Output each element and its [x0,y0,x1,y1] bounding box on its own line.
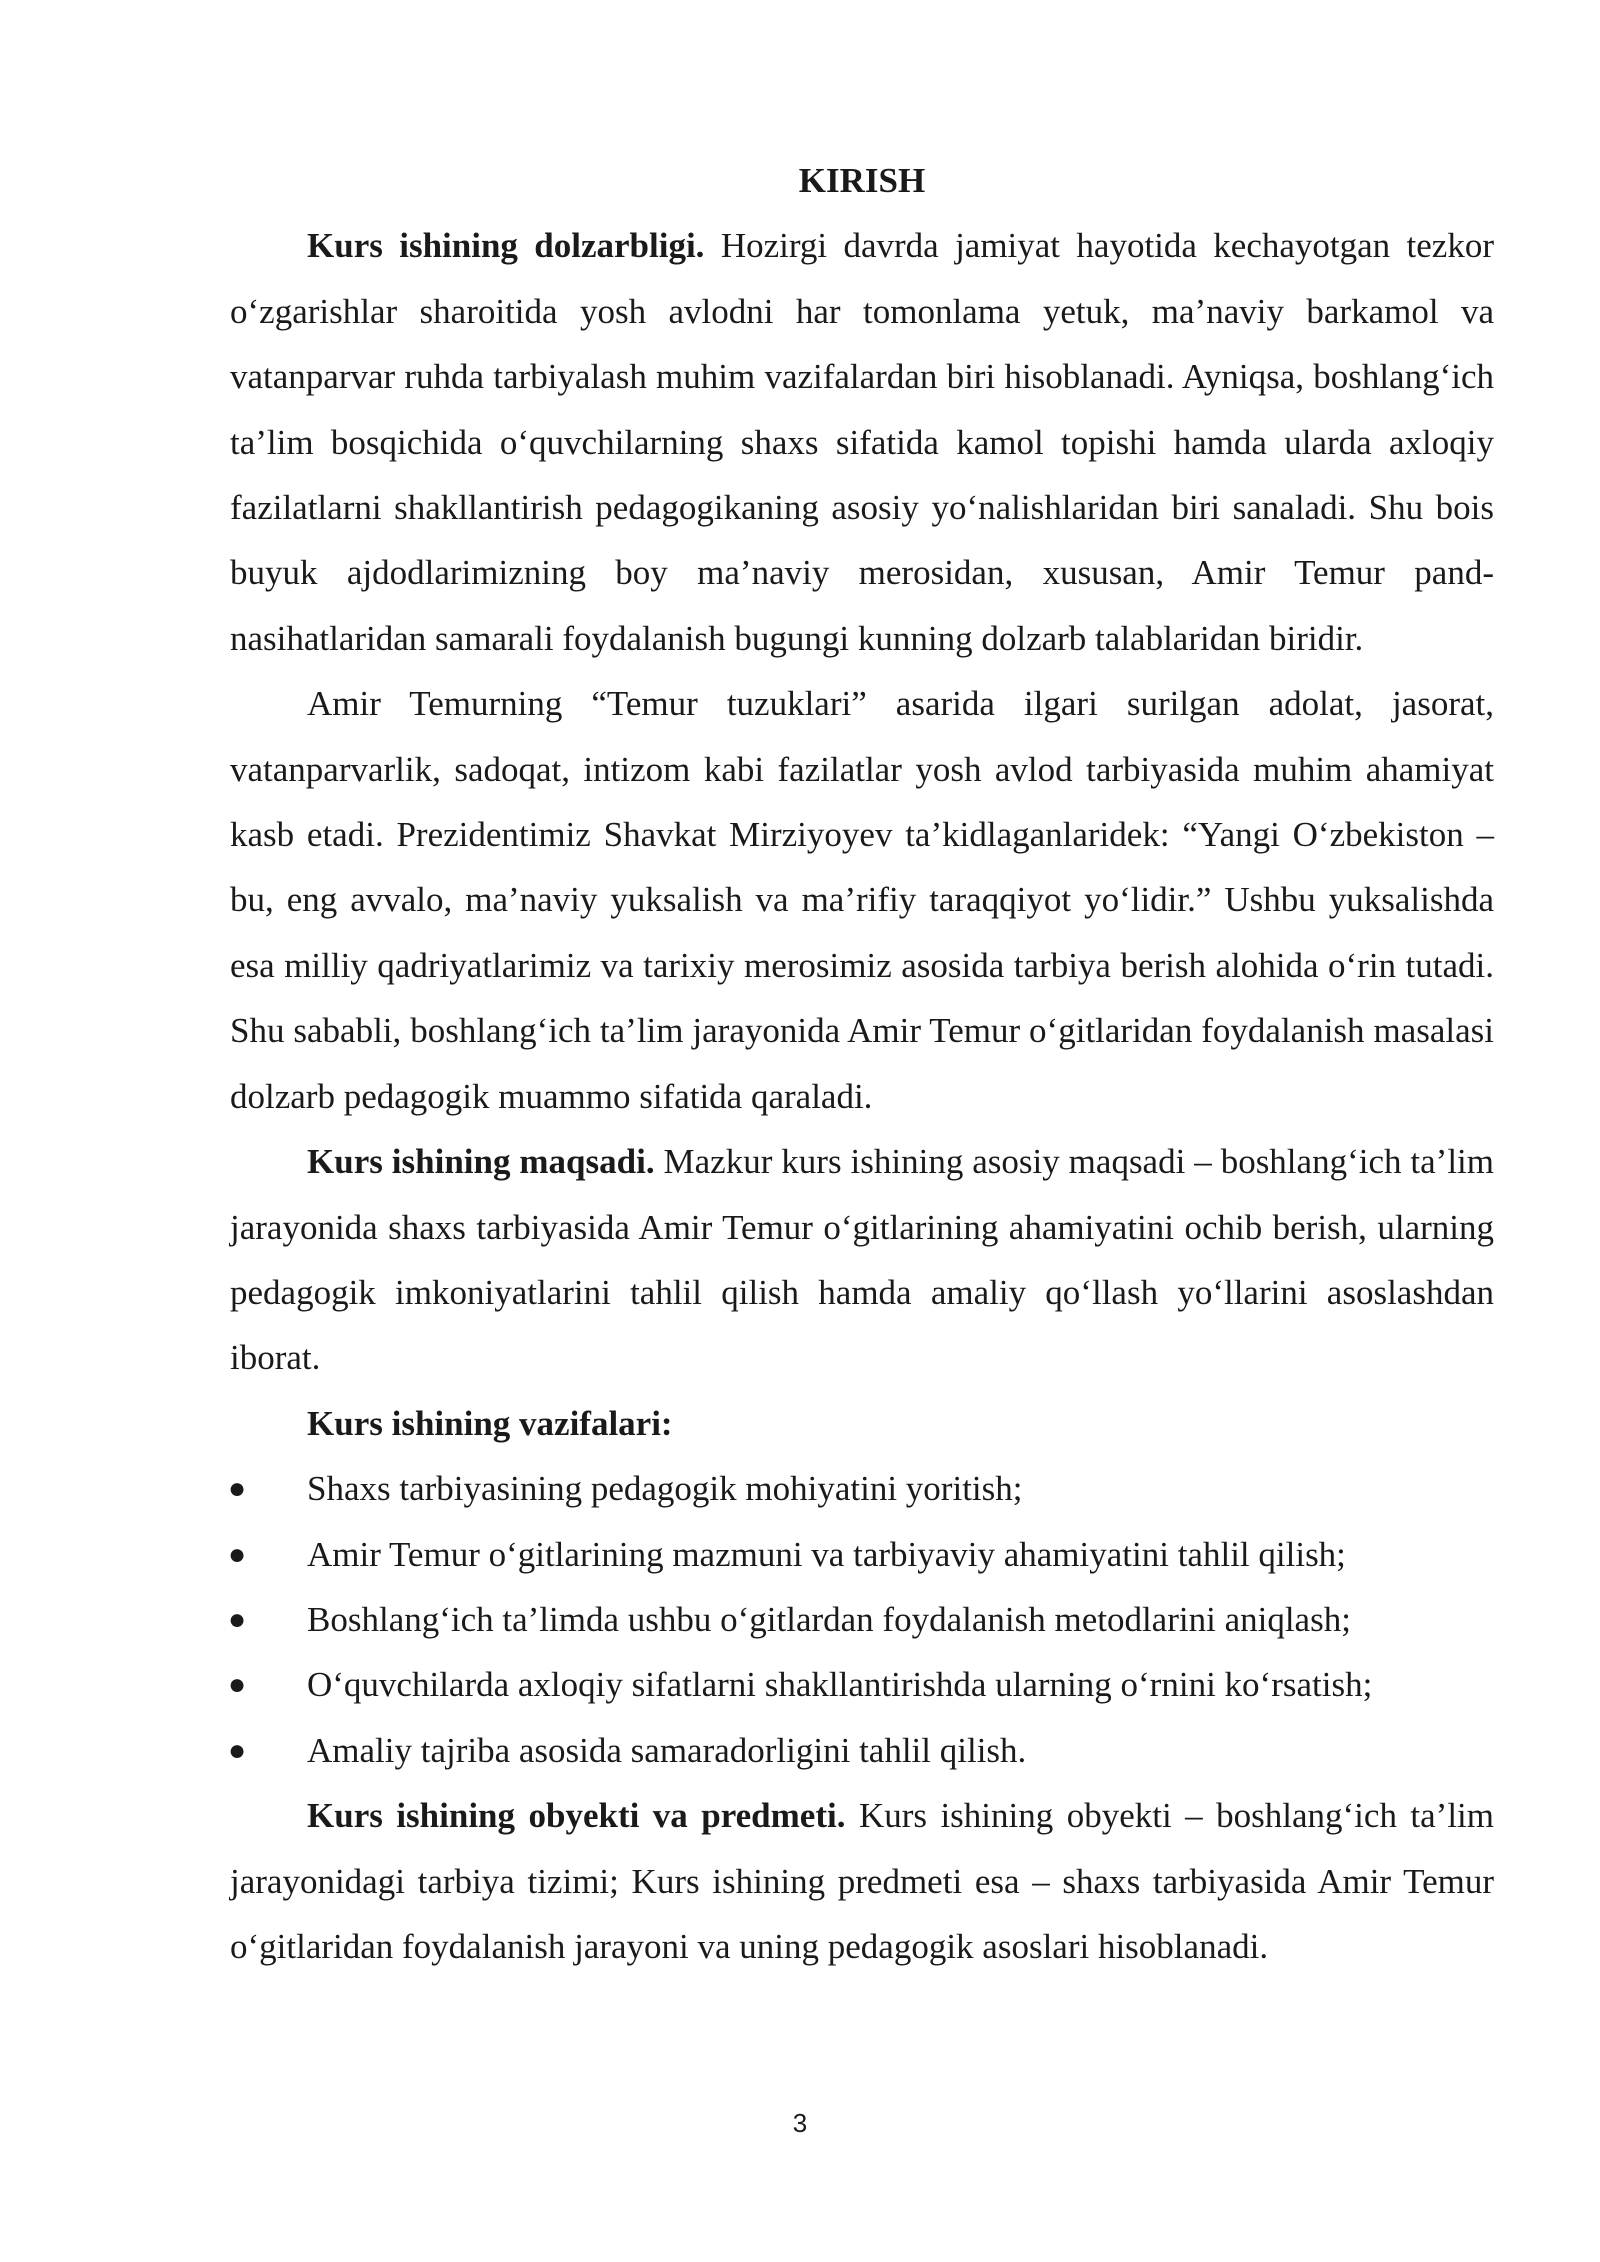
paragraph-object-subject [230,1783,1494,1979]
list-item-text: Boshlang‘ich ta’limda ushbu o‘gitlardan foydalanish metodlarini aniqlash; [307,1599,1351,1639]
paragraph-lead: Kurs ishining obyekti va predmeti. [307,1796,846,1836]
list-item-text: Shaxs tarbiyasining pedagogik mohiyatini yoritish; [307,1469,1023,1509]
task-list [230,1456,1494,1783]
list-item [230,1587,1494,1652]
list-item [230,1456,1494,1521]
page-number: 3 [792,2108,808,2138]
list-item-text: Amir Temur o‘gitlarining mazmuni va tarbiyaviy ahamiyatini tahlil qilish; [307,1534,1346,1574]
paragraph-temur-tuzuklari [230,671,1494,1129]
paragraph-text: Amir Temurning “Temur tuzuklari” asarida ilgari surilgan adolat, jasorat, vatanparvarlik, sadoqat, intizom kabi fazilatlar yosh avlod tarbiyasida muhim ahamiyat kasb etadi. Prezidentimiz Shavkat Mirziyoyev ta’kidlaganlaridek: “Yangi O‘zbekiston – bu, eng avvalo, ma’naviy yuksalish va ma’rifiy taraqqiyot yo‘lidir.” Ushbu yuksalishda esa milliy qadriyatlarimiz va tarixiy merosimiz asosida tarbiya berish alohida o‘rin tutadi. Shu sababli, boshlang‘ich ta’lim jarayonida Amir Temur o‘gitlaridan foydalanish masalasi dolzarb pedagogik muammo sifatida qaraladi. [230,684,1494,1116]
paragraph-text: Hozirgi davrda jamiyat hayotida kechayotgan tezkor o‘zgarishlar sharoitida yosh avlodni har tomonlama yetuk, ma’naviy barkamol va vatanparvar ruhda tarbiyalash muhim vazifalardan biri hisoblanadi. Ayniqsa, boshlang‘ich ta’lim bosqichida o‘quvchilarning shaxs sifatida kamol topishi hamda ularda axloqiy fazilatlarni shakllantirish pedagogikaning asosiy yo‘nalishlaridan biri sanaladi. Shu bois buyuk ajdodlarimizning boy ma’naviy merosidan, xususan, Amir Temur pand-nasihatlaridan samarali foydalanish bugungi kunning dolzarb talablaridan biridir. [230,226,1494,658]
paragraph-lead: Kurs ishining dolzarbligi. [307,226,705,266]
list-item [230,1652,1494,1717]
tasks-heading: Kurs ishining vazifalari: [307,1403,673,1443]
paragraph-text: Mazkur kurs ishining asosiy maqsadi – boshlang‘ich ta’lim jarayonida shaxs tarbiyasida Amir Temur o‘gitlarining ahamiyatini ochib berish, ularning pedagogik imkoniyatlarini tahlil qilish hamda amaliy qo‘llash yo‘llarini asoslashdan iborat. [230,1142,1495,1378]
document-page [230,148,1494,1979]
section-title: KIRISH [798,161,926,200]
bullet-icon: ● [228,1733,247,1767]
list-item-text: O‘quvchilarda axloqiy sifatlarni shakllantirishda ularning o‘rnini ko‘rsatish; [307,1665,1373,1705]
paragraph-relevance [230,213,1494,671]
bullet-icon: ● [228,1668,247,1702]
paragraph-lead: Kurs ishining maqsadi. [307,1142,655,1182]
list-item-text: Amaliy tajriba asosida samaradorligini tahlil qilish. [307,1730,1027,1770]
bullet-icon: ● [228,1537,247,1571]
paragraph-text: Kurs ishining obyekti – boshlang‘ich ta’lim jarayonidagi tarbiya tizimi; Kurs ishining predmeti esa – shaxs tarbiyasida Amir Temur o‘gitlaridan foydalanish jarayoni va uning pedagogik asoslari hisoblanadi. [230,1796,1494,1966]
bullet-icon: ● [228,1472,247,1506]
paragraph-goal [230,1129,1494,1391]
bullet-icon: ● [228,1602,247,1636]
list-item [230,1522,1494,1587]
list-item [230,1718,1494,1783]
